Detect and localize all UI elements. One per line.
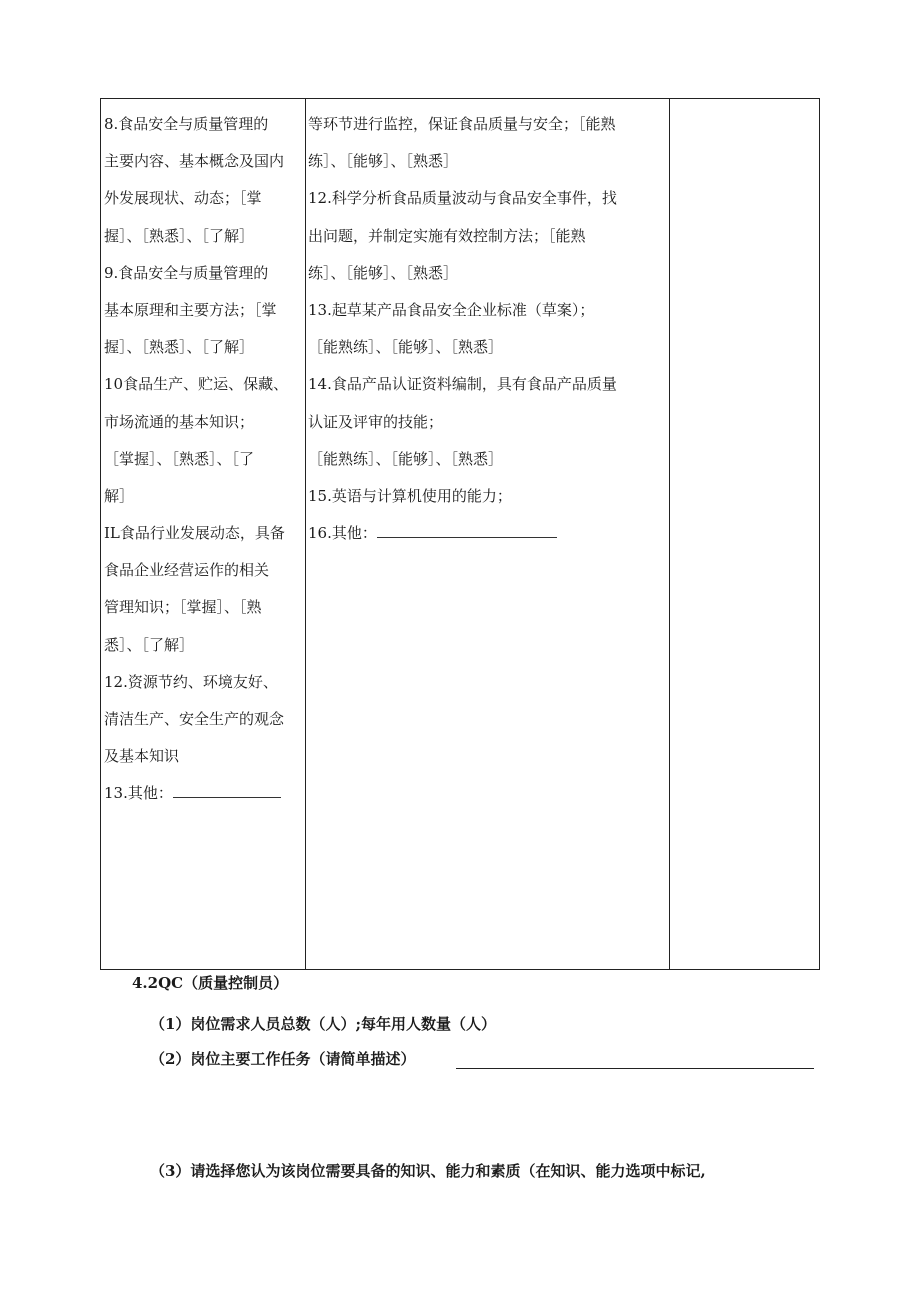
section-heading: 4.2QC（质量控制员） bbox=[132, 974, 289, 992]
knowledge-line: 悉］、［了解］ bbox=[104, 635, 195, 654]
knowledge-line: 市场流通的基本知识； bbox=[104, 412, 255, 431]
knowledge-other-line bbox=[104, 775, 304, 812]
ability-other-blank[interactable] bbox=[377, 521, 557, 538]
knowledge-line: 管理知识；［掌握］、［熟 bbox=[104, 598, 262, 617]
knowledge-line: 清洁生产、安全生产的观念 bbox=[104, 710, 285, 728]
knowledge-line: 12.资源节约、环境友好、 bbox=[104, 672, 278, 691]
ability-line: ［能熟练］、［能够］、［熟悉］ bbox=[308, 338, 504, 357]
knowledge-line: 及基本知识 bbox=[104, 747, 180, 766]
knowledge-column bbox=[104, 106, 304, 813]
ability-line: 练］、［能够］、［熟悉］ bbox=[308, 152, 459, 171]
ability-line: ［能熟练］、［能够］、［熟悉］ bbox=[308, 449, 504, 468]
ability-line: 12.科学分析食品质量波动与食品安全事件，找 bbox=[308, 189, 617, 208]
ability-column bbox=[308, 106, 666, 552]
knowledge-line: 握］、［熟悉］、［了解］ bbox=[104, 226, 255, 245]
question-3: （3）请选择您认为该岗位需要具备的知识、能力和素质（在知识、能力选项中标记, bbox=[150, 1162, 706, 1180]
knowledge-line: ［掌握］、［熟悉］、［了 bbox=[104, 449, 255, 468]
column-divider bbox=[305, 99, 306, 969]
question-1: （1）岗位需求人员总数（人）;每年用人数量（人） bbox=[150, 1015, 496, 1033]
column-divider bbox=[669, 99, 670, 969]
ability-other-label: 16.其他： bbox=[308, 524, 377, 543]
knowledge-line: 握］、［熟悉］、［了解］ bbox=[104, 338, 255, 357]
question-2: （2）岗位主要工作任务（请简单描述） bbox=[150, 1050, 416, 1068]
ability-line: 13.起草某产品食品安全企业标准（草案）； bbox=[308, 300, 595, 319]
knowledge-line: 基本原理和主要方法；［掌 bbox=[104, 300, 277, 319]
knowledge-line: 主要内容、基本概念及国内 bbox=[104, 152, 285, 171]
ability-other-line bbox=[308, 515, 666, 552]
knowledge-line: 解］ bbox=[104, 486, 135, 505]
knowledge-line: 外发展现状、动态；［掌 bbox=[104, 189, 262, 208]
knowledge-other-label: 13.其他： bbox=[104, 784, 173, 803]
knowledge-line: 9.食品安全与质量管理的 bbox=[104, 263, 269, 282]
ability-line: 14.食品产品认证资料编制，具有食品产品质量 bbox=[308, 375, 617, 394]
ability-line: 练］、［能够］、［熟悉］ bbox=[308, 263, 459, 282]
requirements-table bbox=[100, 98, 820, 970]
ability-line: 等环节进行监控，保证食品质量与安全；［能熟 bbox=[308, 115, 616, 133]
knowledge-line: IL食品行业发展动态，具备 bbox=[104, 524, 285, 543]
ability-line: 认证及评审的技能； bbox=[308, 412, 444, 431]
ability-line: 出问题，并制定实施有效控制方法；［能熟 bbox=[308, 226, 586, 245]
knowledge-line: 食品企业经营运作的相关 bbox=[104, 561, 270, 580]
ability-line: 15.英语与计算机使用的能力； bbox=[308, 486, 512, 505]
knowledge-other-blank[interactable] bbox=[173, 781, 281, 798]
knowledge-line: 10食品生产、贮运、保藏、 bbox=[104, 375, 289, 394]
task-description-blank[interactable] bbox=[456, 1068, 814, 1069]
knowledge-line: 8.食品安全与质量管理的 bbox=[104, 115, 269, 133]
